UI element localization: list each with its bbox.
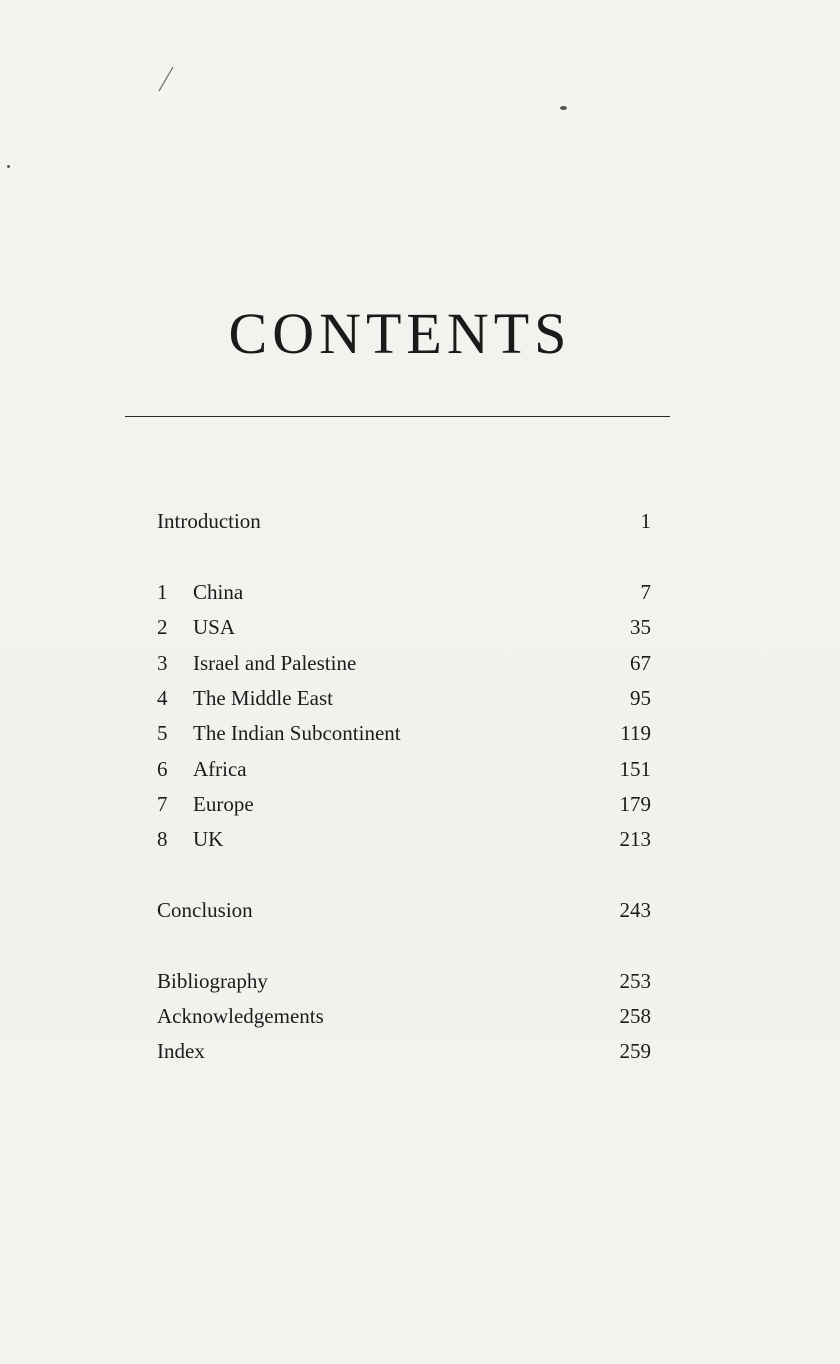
toc-entry-number: 1	[157, 580, 168, 604]
title-divider	[125, 416, 670, 417]
toc-entry-page: 243	[619, 898, 651, 922]
toc-entry-conclusion[interactable]	[157, 893, 651, 927]
toc-entry-label: The Indian Subcontinent	[193, 721, 401, 745]
toc-entry-bibliography[interactable]	[157, 964, 651, 998]
toc-entry-page: 213	[619, 827, 651, 851]
toc-entry-label: Africa	[193, 757, 247, 781]
ink-speck	[560, 106, 567, 110]
toc-entry-chapter-3[interactable]	[157, 646, 651, 680]
toc-entry-page: 119	[620, 721, 651, 745]
toc-entry-chapter-4[interactable]	[157, 681, 651, 715]
toc-entry-page: 258	[619, 1004, 651, 1028]
toc-entry-label: Europe	[193, 792, 254, 816]
toc-entry-label: Index	[157, 1039, 205, 1063]
toc-entry-label: Bibliography	[157, 969, 268, 993]
toc-entry-chapter-2[interactable]	[157, 610, 651, 644]
toc-entry-label: Introduction	[157, 509, 261, 533]
toc-entry-number: 7	[157, 792, 168, 816]
toc-entry-acknowledgements[interactable]	[157, 999, 651, 1033]
ink-speck	[7, 165, 10, 168]
toc-entry-label: UK	[193, 827, 224, 851]
toc-entry-chapter-8[interactable]	[157, 822, 651, 856]
toc-entry-page: 253	[619, 969, 651, 993]
toc-entry-page: 179	[619, 792, 651, 816]
toc-entry-page: 67	[630, 651, 651, 675]
toc-entry-label: Israel and Palestine	[193, 651, 357, 675]
toc-entry-index[interactable]	[157, 1034, 651, 1068]
toc-entry-page: 151	[619, 757, 651, 781]
pencil-mark	[155, 65, 185, 95]
toc-entry-chapter-5[interactable]	[157, 716, 651, 750]
toc-entry-number: 2	[157, 615, 168, 639]
toc-entry-label: China	[193, 580, 244, 604]
toc-entry-page: 1	[640, 509, 651, 533]
toc-entry-label: Conclusion	[157, 898, 253, 922]
toc-entry-label: USA	[193, 615, 236, 639]
page-title: CONTENTS	[228, 301, 572, 366]
toc-entry-label: Acknowledgements	[157, 1004, 324, 1028]
toc-entry-page: 95	[630, 686, 651, 710]
toc-entry-number: 5	[157, 721, 168, 745]
toc-entry-chapter-6[interactable]	[157, 752, 651, 786]
toc-entry-chapter-1[interactable]	[157, 575, 651, 609]
toc-entry-page: 259	[619, 1039, 651, 1063]
toc-entry-introduction[interactable]	[157, 504, 651, 538]
toc-entry-page: 7	[640, 580, 651, 604]
toc-entry-number: 4	[157, 686, 168, 710]
toc-entry-label: The Middle East	[193, 686, 333, 710]
toc-entry-chapter-7[interactable]	[157, 787, 651, 821]
toc-entry-number: 3	[157, 651, 168, 675]
toc-entry-number: 6	[157, 757, 168, 781]
toc-entry-page: 35	[630, 615, 651, 639]
toc-entry-number: 8	[157, 827, 168, 851]
